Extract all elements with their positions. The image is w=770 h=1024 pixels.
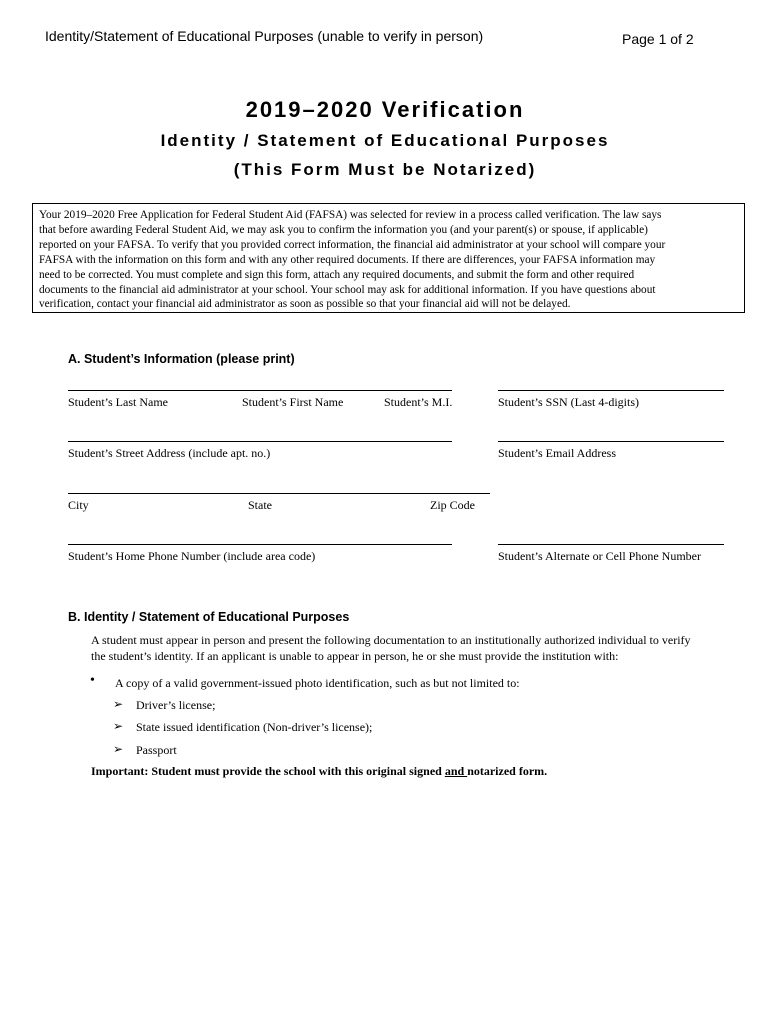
form-notarized-note: (This Form Must be Notarized) xyxy=(233,160,537,179)
arrow-bullet-icon: ➢ xyxy=(113,742,124,756)
intro-line: FAFSA with the information on this form and with any other required documents. If there are differences, your FAFSA information may xyxy=(39,253,656,266)
last-name-label: Student’s Last Name xyxy=(68,395,168,409)
home-phone-field-line[interactable] xyxy=(68,544,452,545)
street-field-line[interactable] xyxy=(68,441,452,442)
alt-phone-label: Student’s Alternate or Cell Phone Number xyxy=(498,549,701,563)
ssn-field-line[interactable] xyxy=(498,390,724,391)
sub-item-text: Driver’s license; xyxy=(136,698,216,712)
ssn-label: Student’s SSN (Last 4-digits) xyxy=(498,395,640,409)
sub-item-text: Passport xyxy=(136,743,177,757)
state-label: State xyxy=(248,498,272,512)
section-b-paragraph-line: A student must appear in person and present the following documentation to an institutionally authorized individual to verify xyxy=(91,633,691,647)
section-b-heading: B. Identity / Statement of Educational Purposes xyxy=(68,610,350,624)
city-state-zip-field-line[interactable] xyxy=(68,493,490,494)
page-number: Page 1 of 2 xyxy=(622,31,694,47)
mi-label: Student’s M.I. xyxy=(384,395,453,409)
page-header-title: Identity/Statement of Educational Purposes (unable to verify in person) xyxy=(45,28,484,44)
email-field-line[interactable] xyxy=(498,441,724,442)
important-note xyxy=(91,764,547,779)
name-field-line[interactable] xyxy=(68,390,452,391)
intro-line: need to be corrected. You must complete and sign this form, attach any required documents, and submit the form and other required xyxy=(39,268,635,281)
city-label: City xyxy=(68,498,89,512)
home-phone-label: Student’s Home Phone Number (include area code) xyxy=(68,549,316,563)
zip-label: Zip Code xyxy=(430,498,475,512)
bullet-item-text: A copy of a valid government-issued photo identification, such as but not limited to: xyxy=(115,676,520,690)
important-prefix: Important: Student must provide the school with this original signed xyxy=(91,764,445,778)
intro-line: Your 2019–2020 Free Application for Federal Student Aid (FAFSA) was selected for review in a process called verification. The law says xyxy=(39,209,662,221)
alt-phone-field-line[interactable] xyxy=(498,544,724,545)
form-title: 2019–2020 Verification xyxy=(245,97,525,122)
intro-line: reported on your FAFSA. To verify that you provided correct information, the financial aid administrator at your school will compare your xyxy=(39,238,666,251)
first-name-label: Student’s First Name xyxy=(242,395,344,409)
section-a-heading: A. Student’s Information (please print) xyxy=(68,352,295,366)
intro-line: verification, contact your financial aid administrator as soon as possible so that your financial aid will not be delayed. xyxy=(39,298,571,311)
arrow-bullet-icon: ➢ xyxy=(113,719,124,733)
email-label: Student’s Email Address xyxy=(498,446,616,460)
intro-line: documents to the financial aid administrator at your school. Your school may ask for additional information. If you have questions about xyxy=(39,283,656,296)
sub-item-text: State issued identification (Non-driver’s license); xyxy=(136,720,373,734)
section-b-paragraph-line: the student’s identity. If an applicant is unable to appear in person, he or she must provide the institution with: xyxy=(91,649,619,663)
arrow-bullet-icon: ➢ xyxy=(113,697,124,711)
form-subtitle: Identity / Statement of Educational Purposes xyxy=(160,131,610,150)
bullet-icon: • xyxy=(90,673,95,688)
street-label: Student’s Street Address (include apt. no.) xyxy=(68,446,271,460)
important-suffix: notarized form. xyxy=(467,764,548,778)
important-underlined: and xyxy=(444,764,468,778)
intro-line: that before awarding Federal Student Aid, we may ask you to confirm the information you (and your parent(s) or spouse, if applicable) xyxy=(39,223,648,236)
intro-box xyxy=(32,203,745,313)
